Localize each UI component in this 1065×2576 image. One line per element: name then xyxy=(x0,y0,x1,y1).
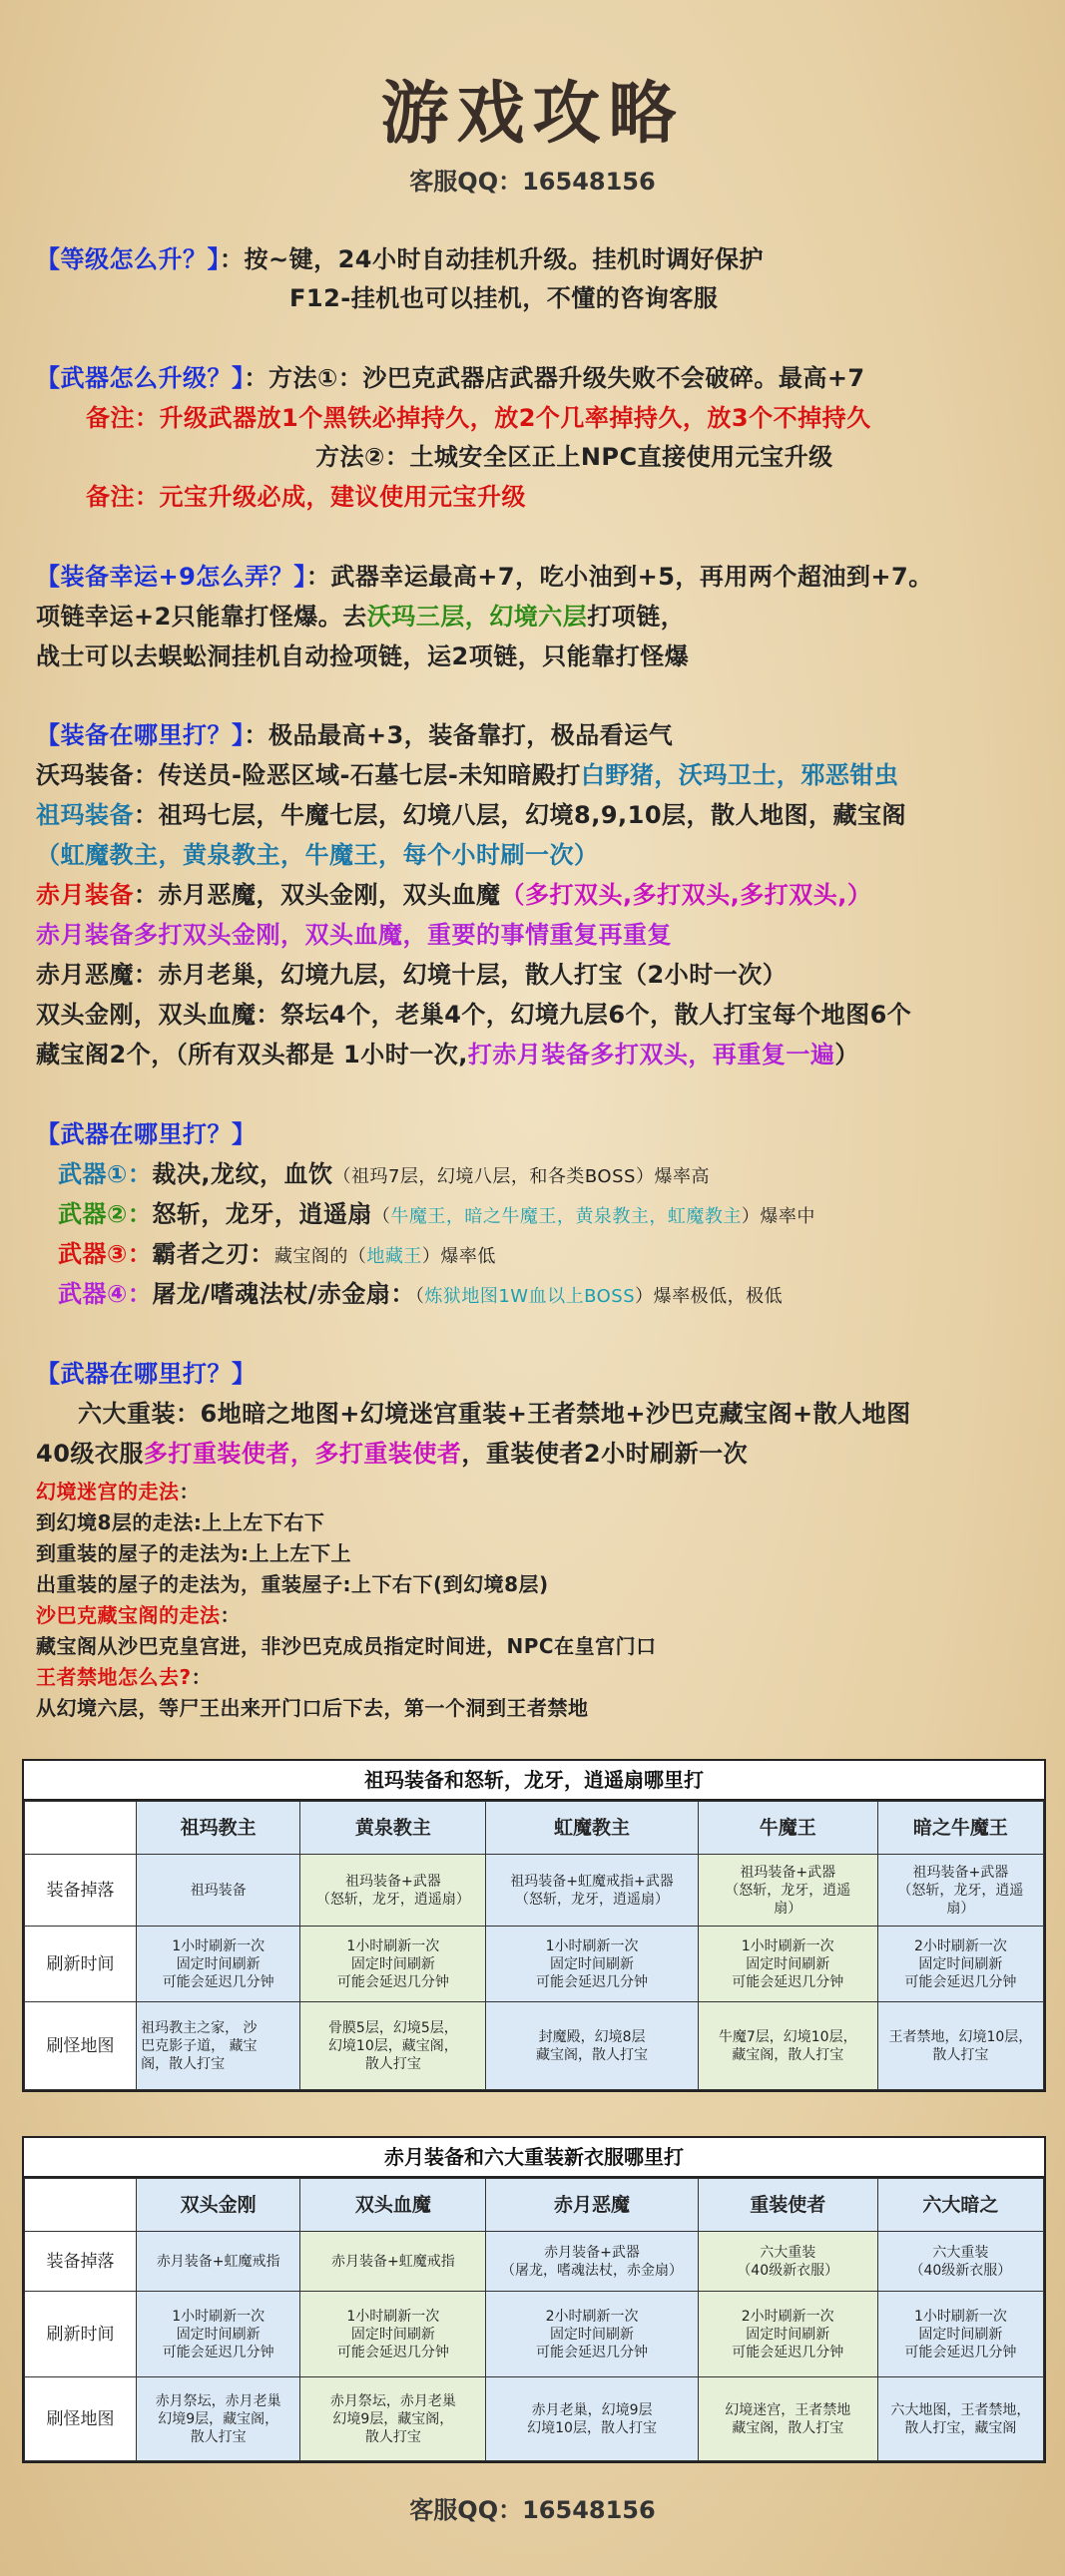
chiyue-e2: 双头金刚，双头血魔：祭坛4个，老巢4个，幻境九层6个，散人打宝每个地图6个 xyxy=(36,1001,912,1029)
table-header-row xyxy=(25,2179,1044,2232)
table-chiyue xyxy=(22,2136,1046,2463)
heavy-l2 xyxy=(36,1434,748,1469)
table-cell: 赤月老巢，幻境9层 幻境10层，散人打宝 xyxy=(486,2377,698,2461)
woma-line xyxy=(36,755,898,790)
row-label: 装备掉落 xyxy=(25,2232,137,2292)
table-row xyxy=(25,2377,1044,2461)
table-cell: 封魔殿，幻境8层 藏宝阁，散人打宝 xyxy=(486,2002,698,2090)
weapon3-small-b: 地藏王 xyxy=(366,1246,422,1267)
table-cell: 1小时刷新一次 固定时间刷新 可能会延迟几分钟 xyxy=(486,1927,698,2002)
level-q: 【等级怎么升？】 xyxy=(36,245,220,273)
level-question xyxy=(36,239,764,274)
chiyue-note: （多打双头,多打双头,多打双头,） xyxy=(500,881,872,909)
table-cell: 2小时刷新一次 固定时间刷新 可能会延迟几分钟 xyxy=(877,1927,1043,2002)
equip-q: 【装备在哪里打？】 xyxy=(36,721,245,749)
header-cell: 牛魔王 xyxy=(698,1802,877,1855)
chiyue-text: ：赤月恶魔，双头金刚，双头血魔 xyxy=(134,881,501,909)
table-cell: 赤月装备+虹魔戒指 xyxy=(137,2232,300,2292)
weapon2-small-a: （ xyxy=(371,1206,391,1227)
weapon4-small-a: （ xyxy=(414,1286,425,1307)
zuma-label: 祖玛装备 xyxy=(36,801,134,829)
header-cell: 重装使者 xyxy=(698,2179,877,2232)
header-blank xyxy=(25,1802,137,1855)
table-cell: 祖玛装备+虹魔戒指+武器 （怒斩，龙牙，逍遥扇） xyxy=(486,1855,698,1927)
zuma-text: ：祖玛七层，牛魔七层，幻境八层，幻境8,9,10层，散人地图，藏宝阁 xyxy=(134,801,907,829)
woma-text: ：传送员-险恶区域-石墓七层-未知暗殿打 xyxy=(134,761,581,789)
wangzhe-text: 从幻境六层，等尸王出来开门口后下去，第一个洞到王者禁地 xyxy=(36,1696,589,1720)
table-cell: 祖玛装备 xyxy=(137,1855,300,1927)
weapon3-small-a: 藏宝阁的（ xyxy=(273,1246,367,1267)
equip-a1: ：极品最高+3，装备靠打，极品看运气 xyxy=(244,721,674,749)
header-blank xyxy=(25,2179,137,2232)
weapon2-small-c: ）爆率中 xyxy=(741,1206,815,1227)
table-cell: 六大重装 （40级新衣服） xyxy=(698,2232,877,2292)
luck-l2b: 沃玛三层，幻境六层 xyxy=(366,603,588,631)
row-label: 刷怪地图 xyxy=(25,2377,137,2461)
chiyue-e1: 赤月恶魔：赤月老巢，幻境九层，幻境十层，散人打宝（2小时一次） xyxy=(36,961,788,989)
chiyue-e3b: 打赤月装备多打双头，再重复一遍 xyxy=(467,1041,835,1069)
zuma-line xyxy=(36,795,906,830)
page-title: 游戏攻略 xyxy=(380,74,685,154)
maze-step1: 到幻境8层的走法:上上左下右下 xyxy=(36,1510,325,1534)
sbk-heading xyxy=(36,1599,241,1628)
table-cell: 2小时刷新一次 固定时间刷新 可能会延迟几分钟 xyxy=(698,2292,877,2377)
zuma-bosses: （虹魔教主，黄泉教主，牛魔王，每个小时刷一次） xyxy=(36,841,599,869)
weapon3-text: 霸者之刃： xyxy=(152,1240,274,1268)
weapon-upgrade-q: 【武器怎么升级？】 xyxy=(36,364,245,392)
table-cell: 骨膜5层，幻境5层， 幻境10层，藏宝阁， 散人打宝 xyxy=(300,2002,486,2090)
luck-a1: ：武器幸运最高+7，吃小油到+5，再用两个超油到+7。 xyxy=(305,563,933,591)
woma-label: 沃玛装备 xyxy=(36,761,134,789)
wangzhe-heading xyxy=(36,1661,212,1690)
table-cell: 1小时刷新一次 固定时间刷新 可能会延迟几分钟 xyxy=(300,1927,486,2002)
header-cell: 六大暗之 xyxy=(877,2179,1043,2232)
table-cell: 1小时刷新一次 固定时间刷新 可能会延迟几分钟 xyxy=(137,1927,300,2002)
chiyue-label: 赤月装备 xyxy=(36,881,134,909)
weapon4-line xyxy=(58,1274,783,1309)
table-cell: 幻境迷宫，王者禁地 藏宝阁，散人打宝 xyxy=(698,2377,877,2461)
maze-step3: 出重装的屋子的走法为，重装屋子:上下右下(到幻境8层) xyxy=(36,1572,549,1596)
sbk-heading-colon: ： xyxy=(220,1603,241,1627)
equip-question xyxy=(36,715,673,750)
table-header-row xyxy=(25,1802,1044,1855)
table-cell: 赤月祭坛，赤月老巢 幻境9层，藏宝阁， 散人打宝 xyxy=(137,2377,300,2461)
chiyue-line xyxy=(36,875,871,910)
chiyue-emph: 赤月装备多打双头金刚，双头血魔，重要的事情重复再重复 xyxy=(36,921,672,949)
table-zuma xyxy=(22,1759,1046,2092)
row-label: 装备掉落 xyxy=(25,1855,137,1927)
weapon1-line xyxy=(58,1154,710,1189)
weapon-upgrade-note1: 备注：升级武器放1个黑铁必掉持久，放2个几率掉持久，放3个不掉持久 xyxy=(86,404,871,432)
table-cell: 祖玛装备+武器 （怒斩，龙牙，逍遥扇） xyxy=(300,1855,486,1927)
header-cell: 赤月恶魔 xyxy=(486,2179,698,2232)
header-cell: 黄泉教主 xyxy=(300,1802,486,1855)
weapon2-line xyxy=(58,1194,815,1229)
heavy-l1: 六大重装：6地暗之地图+幻境迷宫重装+王者禁地+沙巴克藏宝阁+散人地图 xyxy=(78,1400,911,1428)
maze-heading xyxy=(36,1476,200,1504)
table-cell: 王者禁地，幻境10层， 散人打宝 xyxy=(877,2002,1043,2090)
table-cell: 2小时刷新一次 固定时间刷新 可能会延迟几分钟 xyxy=(486,2292,698,2377)
table-cell: 牛魔7层，幻境10层， 藏宝阁，散人打宝 xyxy=(698,2002,877,2090)
weapon3-line xyxy=(58,1234,496,1269)
weapon-where-question: 【武器在哪里打？】 xyxy=(36,1120,257,1148)
luck-q: 【装备幸运+9怎么弄？】 xyxy=(36,563,306,591)
table-chiyue-title: 赤月装备和六大重装新衣服哪里打 xyxy=(24,2138,1044,2178)
weapon4-label: 武器④： xyxy=(58,1280,153,1308)
table-cell: 祖玛装备+武器 （怒斩，龙牙，逍遥 扇） xyxy=(877,1855,1043,1927)
weapon-upgrade-question xyxy=(36,358,865,393)
heavy-l2a: 40级衣服 xyxy=(36,1440,144,1468)
weapon4-small-c: ）爆率极低，极低 xyxy=(635,1286,784,1307)
table-cell: 祖玛装备+武器 （怒斩，龙牙，逍遥 扇） xyxy=(698,1855,877,1927)
chiyue-e3c: ） xyxy=(834,1041,859,1069)
maze-heading-text: 幻境迷宫的走法 xyxy=(36,1480,180,1503)
weapon4-text: 屠龙/嗜魂法杖/赤金扇： xyxy=(152,1280,415,1308)
table-cell: 六大重装 （40级新衣服） xyxy=(877,2232,1043,2292)
weapon-upgrade-note2: 备注：元宝升级必成，建议使用元宝升级 xyxy=(86,483,526,511)
header-cell: 暗之牛魔王 xyxy=(877,1802,1043,1855)
weapon2-label: 武器②： xyxy=(58,1200,153,1228)
table-chiyue-grid xyxy=(24,2178,1044,2461)
weapon1-label: 武器①： xyxy=(58,1160,153,1188)
qq-bottom: 客服QQ：16548156 xyxy=(409,2496,656,2524)
table-zuma-grid xyxy=(24,1801,1044,2090)
weapon-upgrade-a1: ：方法①：沙巴克武器店武器升级失败不会破碎。最高+7 xyxy=(244,364,865,392)
weapon2-text: 怒斩，龙牙，逍遥扇 xyxy=(152,1200,372,1228)
table-row xyxy=(25,2292,1044,2377)
table-cell: 六大地图，王者禁地， 散人打宝，藏宝阁 xyxy=(877,2377,1043,2461)
heavy-l2c: ，重装使者2小时刷新一次 xyxy=(461,1440,749,1468)
level-a1: ：按~键，24小时自动挂机升级。挂机时调好保护 xyxy=(220,245,765,273)
wangzhe-heading-text: 王者禁地怎么去? xyxy=(36,1665,192,1689)
luck-l2c: 打项链， xyxy=(587,603,686,631)
table-row xyxy=(25,2232,1044,2292)
wangzhe-heading-colon: ： xyxy=(191,1665,213,1689)
luck-l3: 战士可以去蜈蚣洞挂机自动捡项链，运2项链，只能靠打怪爆 xyxy=(36,643,690,670)
table-row xyxy=(25,2002,1044,2090)
header-cell: 双头血魔 xyxy=(300,2179,486,2232)
table-cell: 1小时刷新一次 固定时间刷新 可能会延迟几分钟 xyxy=(698,1927,877,2002)
row-label: 刷怪地图 xyxy=(25,2002,137,2090)
weapon-upgrade-a2: 方法②：土城安全区正上NPC直接使用元宝升级 xyxy=(315,443,833,471)
row-label: 刷新时间 xyxy=(25,2292,137,2377)
table-row xyxy=(25,1855,1044,1927)
luck-l2a: 项链幸运+2只能靠打怪爆。去 xyxy=(36,603,367,631)
weapon1-text: 裁决,龙纹，血饮 xyxy=(152,1160,333,1188)
table-cell: 赤月装备+武器 （屠龙，嗜魂法杖，赤金扇） xyxy=(486,2232,698,2292)
weapon3-label: 武器③： xyxy=(58,1240,153,1268)
table-zuma-title: 祖玛装备和怒斩，龙牙，逍遥扇哪里打 xyxy=(24,1761,1044,1801)
header-cell: 祖玛教主 xyxy=(137,1802,300,1855)
chiyue-e3 xyxy=(36,1035,859,1070)
row-label: 刷新时间 xyxy=(25,1927,137,2002)
table-cell: 1小时刷新一次 固定时间刷新 可能会延迟几分钟 xyxy=(877,2292,1043,2377)
header-cell: 虹魔教主 xyxy=(486,1802,698,1855)
table-cell: 赤月装备+虹魔戒指 xyxy=(300,2232,486,2292)
weapon4-small-b: 炼狱地图1W血以上BOSS xyxy=(424,1286,636,1307)
luck-l2 xyxy=(36,597,685,632)
maze-step2: 到重装的屋子的走法为:上上左下上 xyxy=(36,1541,351,1565)
maze-heading-colon: ： xyxy=(179,1480,200,1503)
header-cell: 双头金刚 xyxy=(137,2179,300,2232)
qq-top: 客服QQ：16548156 xyxy=(409,168,656,196)
sbk-text: 藏宝阁从沙巴克皇宫进，非沙巴克成员指定时间进，NPC在皇宫门口 xyxy=(36,1634,657,1658)
table-cell: 祖玛教主之家， 沙 巴克影子道， 藏宝 阁，散人打宝 xyxy=(137,2002,300,2090)
luck-question xyxy=(36,557,933,592)
chiyue-e3a: 藏宝阁2个，（所有双头都是 1小时一次, xyxy=(36,1041,468,1069)
table-row xyxy=(25,1927,1044,2002)
level-a2: F12-挂机也可以挂机，不懂的咨询客服 xyxy=(289,284,719,312)
heavy-l2b: 多打重装使者，多打重装使者 xyxy=(143,1440,462,1468)
table-cell: 1小时刷新一次 固定时间刷新 可能会延迟几分钟 xyxy=(137,2292,300,2377)
weapon2-small-b: 牛魔王，暗之牛魔王，黄泉教主，虹魔教主 xyxy=(390,1206,742,1227)
weapon3-small-c: ）爆率低 xyxy=(421,1246,496,1267)
weapon1-small: （祖玛7层，幻境八层，和各类BOSS）爆率高 xyxy=(332,1166,710,1187)
heavy-question: 【武器在哪里打？】 xyxy=(36,1360,257,1388)
woma-mobs: 白野猪，沃玛卫士，邪恶钳虫 xyxy=(580,761,899,789)
sbk-heading-text: 沙巴克藏宝阁的走法 xyxy=(36,1603,221,1627)
table-cell: 赤月祭坛，赤月老巢 幻境9层，藏宝阁， 散人打宝 xyxy=(300,2377,486,2461)
table-cell: 1小时刷新一次 固定时间刷新 可能会延迟几分钟 xyxy=(300,2292,486,2377)
